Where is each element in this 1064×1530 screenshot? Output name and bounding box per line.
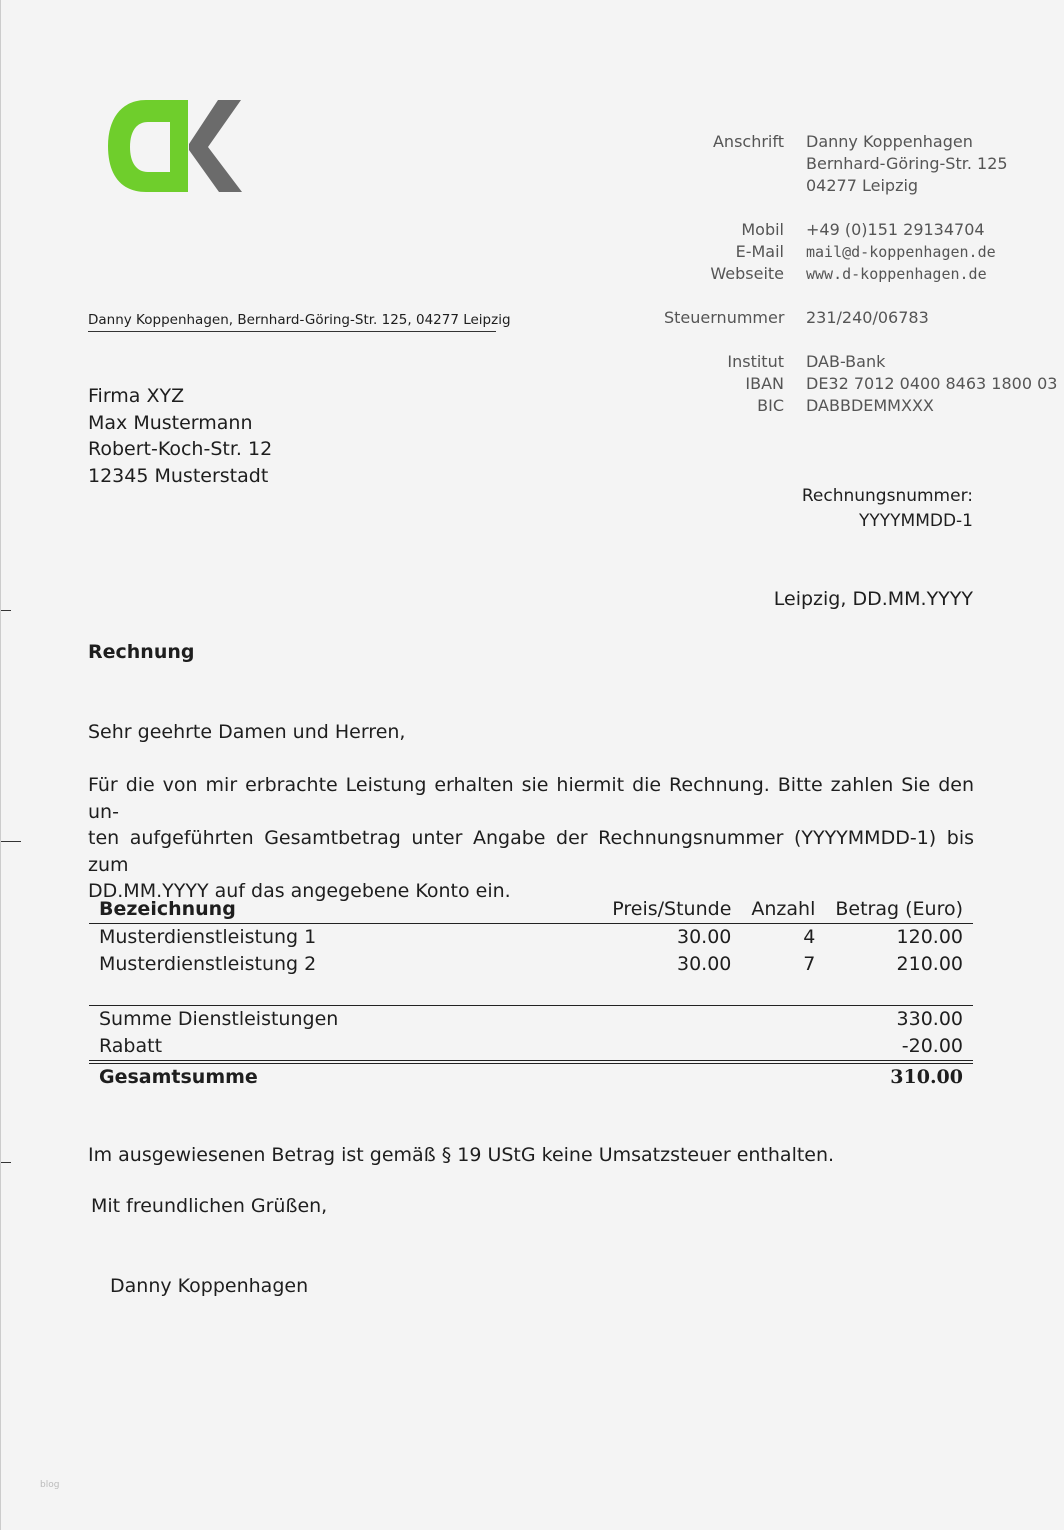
cell: 4 [803,926,816,948]
logo [108,100,244,198]
body-line: ten aufgeführten Gesamtbetrag unter Angabe der Rechnungsnummer (YYYYMMDD-1) bis zum [88,827,974,876]
tax-note: Im ausgewiesenen Betrag ist gemäß § 19 UStG keine Umsatzsteuer enthalten. [88,1144,835,1166]
bic-label: BIC [757,396,784,415]
discount-label: Rabatt [99,1034,163,1057]
web-value[interactable]: www.d-koppenhagen.de [806,265,987,283]
subject: Rechnung [88,641,195,663]
cell: 30.00 [676,926,732,948]
invoice-number-label: Rechnungsnummer: [801,486,973,506]
fold-mark [1,610,11,611]
recipient-address [88,383,272,489]
recipient-line: Robert-Koch-Str. 12 [88,438,273,460]
sender-address [806,131,1008,197]
iban-value: DE32 7012 0400 8463 1800 03 [806,374,1058,393]
discount-row [89,1033,973,1062]
body-text [88,772,974,905]
address-line: Bernhard-Göring-Str. 125 [806,154,1008,173]
cell: 210.00 [896,953,963,975]
sum-row [89,1005,973,1033]
col-header: Betrag (Euro) [835,898,963,920]
punch-mark [1,841,21,842]
body-line: Für die von mir erbrachte Leistung erhalten sie hiermit die Rechnung. Bitte zahlen Sie den un- [88,774,974,823]
cell: 120.00 [896,926,963,948]
iban-label: IBAN [745,374,784,393]
total-row [89,1062,973,1091]
recipient-line: 12345 Musterstadt [88,464,269,487]
col-header: Anzahl [751,898,816,920]
recipient-line: Max Mustermann [88,411,253,434]
cell: Musterdienstleistung 2 [99,953,317,975]
watermark: blog [40,1480,60,1490]
address-line: Danny Koppenhagen [806,132,973,151]
invoice-table [89,896,973,1091]
total-label: Gesamtsumme [99,1065,258,1088]
cell: 30.00 [676,953,732,975]
signature: Danny Koppenhagen [110,1275,309,1297]
address-line: 04277 Leipzig [806,176,919,195]
invoice-number: YYYYMMDD-1 [858,511,973,531]
tax-label: Steuernummer [664,308,785,327]
cell: 7 [803,953,816,975]
address-label: Anschrift [712,132,784,151]
mobile-value: +49 (0)151 29134704 [806,220,985,239]
web-label: Webseite [710,264,784,283]
body-line: DD.MM.YYYY auf das angegebene Konto ein. [88,880,511,902]
sender-line: Danny Koppenhagen, Bernhard-Göring-Str. 125, 04277 Leipzig [88,312,496,332]
invoice-number-block [802,484,973,534]
bank-label: Institut [727,352,784,371]
table-row [89,924,973,952]
table-row [89,951,973,978]
bank-value: DAB-Bank [806,352,886,371]
sum-value: 330.00 [896,1007,963,1030]
col-header: Bezeichnung [99,898,236,920]
recipient-line: Firma XYZ [88,385,185,407]
salutation: Sehr geehrte Damen und Herren, [88,721,406,743]
email-label: E-Mail [735,242,784,261]
discount-value: -20.00 [901,1034,963,1057]
total-value: 310.00 [890,1065,963,1088]
email-value[interactable]: mail@d-koppenhagen.de [806,243,996,261]
cell: Musterdienstleistung 1 [99,926,317,948]
bic-value: DABBDEMMXXX [806,396,934,415]
place-date: Leipzig, DD.MM.YYYY [773,588,973,610]
sum-label: Summe Dienstleistungen [99,1007,339,1030]
mobile-label: Mobil [741,220,784,239]
table-header [89,896,973,924]
tax-value: 231/240/06783 [806,308,929,327]
closing: Mit freundlichen Grüßen, [91,1195,328,1217]
col-header: Preis/Stunde [612,898,732,920]
fold-mark [1,1162,11,1163]
